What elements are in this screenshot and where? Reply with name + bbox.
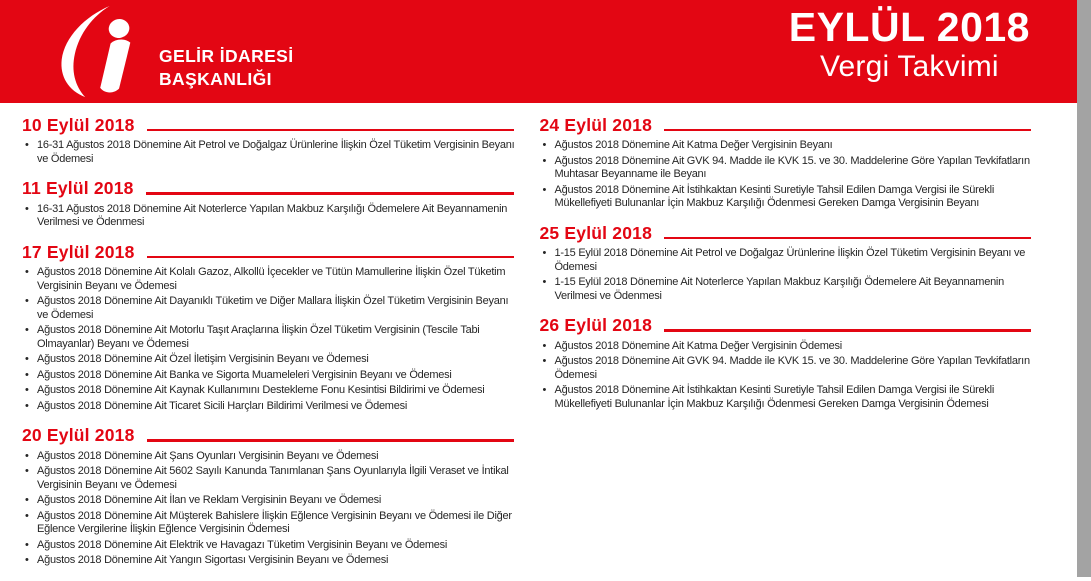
- date-section-17-eylul: [22, 243, 516, 413]
- deadline-list: [540, 247, 1034, 303]
- deadline-item: • 1-15 Eylül 2018 Dönemine Ait Petrol ve Doğalgaz Ürünlerine İlişkin Özel Tüketim Vergisinin Beyanı ve Ödemesi: [542, 247, 1034, 274]
- deadline-item: • Ağustos 2018 Dönemine Ait İstihkaktan Kesinti Suretiyle Tahsil Edilen Damga Vergisi ile Sürekli Mükellefiyeti Bulunanlar İçin Makbuz Karşılığı Ödenmesi Gereken Damga Vergisinin Beyanı: [542, 184, 1034, 211]
- title-block: [789, 5, 1030, 85]
- date-heading-text: 10 Eylül 2018: [22, 115, 135, 135]
- deadline-list: [22, 203, 516, 230]
- deadline-item: • Ağustos 2018 Dönemine Ait Katma Değer Vergisinin Ödemesi: [542, 340, 1034, 354]
- deadline-item: • Ağustos 2018 Dönemine Ait İstihkaktan Kesinti Suretiyle Tahsil Edilen Damga Vergisi ile Sürekli Mükellefiyeti Bulunanlar İçin Makbuz Karşılığı Ödenmesi Gereken Damga Vergisinin Ödemesi: [542, 384, 1034, 411]
- deadline-item: • Ağustos 2018 Dönemine Ait Katma Değer Vergisinin Beyanı: [542, 139, 1034, 153]
- date-heading-text: 17 Eylül 2018: [22, 241, 135, 262]
- date-heading-text: 25 Eylül 2018: [539, 222, 653, 243]
- logo-text: [159, 45, 294, 99]
- deadline-item: • Ağustos 2018 Dönemine Ait Banka ve Sigorta Muameleleri Vergisinin Beyanı ve Ödemesi: [24, 369, 516, 383]
- date-heading: [22, 116, 516, 134]
- deadline-list: [22, 450, 516, 568]
- deadline-list: [22, 266, 516, 413]
- deadline-item: • 16-31 Ağustos 2018 Dönemine Ait Noterlerce Yapılan Makbuz Karşılığı Ödemelere Ait Beyannamenin Verilmesi ve Ödenmesi: [24, 203, 516, 230]
- date-heading-text: 11 Eylül 2018: [22, 178, 134, 199]
- deadline-item: • Ağustos 2018 Dönemine Ait 5602 Sayılı Kanunda Tanımlanan Şans Oyunlarıyla İlgili Veraset ve İntikal Vergisinin Beyanı ve Ödemesi: [24, 465, 516, 492]
- heading-rule: [664, 329, 1031, 332]
- heading-rule: [147, 129, 514, 132]
- header-banner: [0, 0, 1077, 103]
- deadline-item: • Ağustos 2018 Dönemine Ait Şans Oyunları Vergisinin Beyanı ve Ödemesi: [24, 450, 516, 464]
- date-heading-text: 26 Eylül 2018: [539, 315, 653, 336]
- date-heading-text: 24 Eylül 2018: [539, 115, 653, 135]
- logo-text-line1: GELİR İDARESİ: [159, 45, 294, 66]
- date-section-20-eylul: [22, 426, 516, 567]
- date-heading: [540, 224, 1034, 242]
- heading-rule: [146, 192, 514, 195]
- date-heading: [540, 116, 1034, 134]
- deadline-item: • Ağustos 2018 Dönemine Ait Özel İletişim Vergisinin Beyanı ve Ödemesi: [24, 353, 516, 367]
- deadline-item: • Ağustos 2018 Dönemine Ait GVK 94. Madde ile KVK 15. ve 30. Maddelerine Göre Yapılan Tevkifatların Muhtasar Beyanname ile Beyanı: [542, 155, 1034, 182]
- date-heading: [22, 179, 516, 197]
- date-heading: [22, 426, 516, 444]
- deadline-item: • Ağustos 2018 Dönemine Ait Kaynak Kullanımını Destekleme Fonu Kesintisi Bildirimi ve Ödemesi: [24, 384, 516, 398]
- date-section-25-eylul: [540, 224, 1034, 303]
- logo-text-line2: BAŞKANLIĞI: [159, 68, 272, 89]
- date-heading: [22, 243, 516, 261]
- right-edge-strip: [1077, 0, 1091, 577]
- date-section-11-eylul: [22, 179, 516, 229]
- heading-rule: [664, 129, 1031, 132]
- calendar-subtitle: Vergi Takvimi: [819, 50, 999, 84]
- right-column: [540, 116, 1034, 581]
- deadline-item: • Ağustos 2018 Dönemine Ait GVK 94. Madde ile KVK 15. ve 30. Maddelerine Göre Yapılan Tevkifatların Ödemesi: [542, 355, 1034, 382]
- deadline-item: • Ağustos 2018 Dönemine Ait Yangın Sigortası Vergisinin Beyanı ve Ödemesi: [24, 554, 516, 568]
- date-section-26-eylul: [540, 316, 1034, 411]
- deadline-list: [540, 139, 1034, 211]
- deadline-item: • 1-15 Eylül 2018 Dönemine Ait Noterlerce Yapılan Makbuz Karşılığı Ödemelere Ait Beyannamenin Verilmesi ve Ödenmesi: [542, 276, 1034, 303]
- date-section-24-eylul: [540, 116, 1034, 211]
- deadline-item: • Ağustos 2018 Dönemine Ait Ticaret Sicili Harçları Bildirimi Verilmesi ve Ödemesi: [24, 400, 516, 414]
- date-heading-text: 20 Eylül 2018: [22, 425, 135, 446]
- deadline-item: • Ağustos 2018 Dönemine Ait Elektrik ve Havagazı Tüketim Vergisinin Beyanı ve Ödemesi: [24, 539, 516, 553]
- heading-rule: [147, 439, 514, 442]
- deadline-item: • Ağustos 2018 Dönemine Ait Motorlu Taşıt Araçlarına İlişkin Özel Tüketim Vergisinin (Tescile Tabi Olmayanlar) Beyanı ve Ödemesi: [24, 324, 516, 351]
- deadline-item: • 16-31 Ağustos 2018 Dönemine Ait Petrol ve Doğalgaz Ürünlerine İlişkin Özel Tüketim Vergisinin Beyanı ve Ödemesi: [24, 139, 516, 166]
- gib-crescent-i-icon: [57, 5, 151, 99]
- deadline-item: • Ağustos 2018 Dönemine Ait Dayanıklı Tüketim ve Diğer Mallara İlişkin Özel Tüketim Vergisinin Beyanı ve Ödemesi: [24, 295, 516, 322]
- date-heading: [540, 316, 1034, 334]
- deadline-item: • Ağustos 2018 Dönemine Ait Müşterek Bahislere İlişkin Eğlence Vergisinin Beyanı ve Ödemesi ile Diğer Eğlence Vergilerine İlişkin Eğlence Vergisinin Ödemesi: [24, 510, 516, 537]
- date-section-10-eylul: [22, 116, 516, 166]
- deadline-list: [22, 139, 516, 166]
- gib-logo: [57, 5, 294, 99]
- heading-rule: [147, 256, 514, 259]
- month-title: EYLÜL 2018: [788, 4, 1030, 50]
- deadline-item: • Ağustos 2018 Dönemine Ait İlan ve Reklam Vergisinin Beyanı ve Ödemesi: [24, 494, 516, 508]
- calendar-content: [0, 103, 1077, 581]
- heading-rule: [664, 237, 1031, 240]
- left-column: [22, 116, 516, 581]
- deadline-list: [540, 340, 1034, 412]
- deadline-item: • Ağustos 2018 Dönemine Ait Kolalı Gazoz, Alkollü İçecekler ve Tütün Mamullerine İlişkin Özel Tüketim Vergisinin Beyanı ve Ödemesi: [24, 266, 516, 293]
